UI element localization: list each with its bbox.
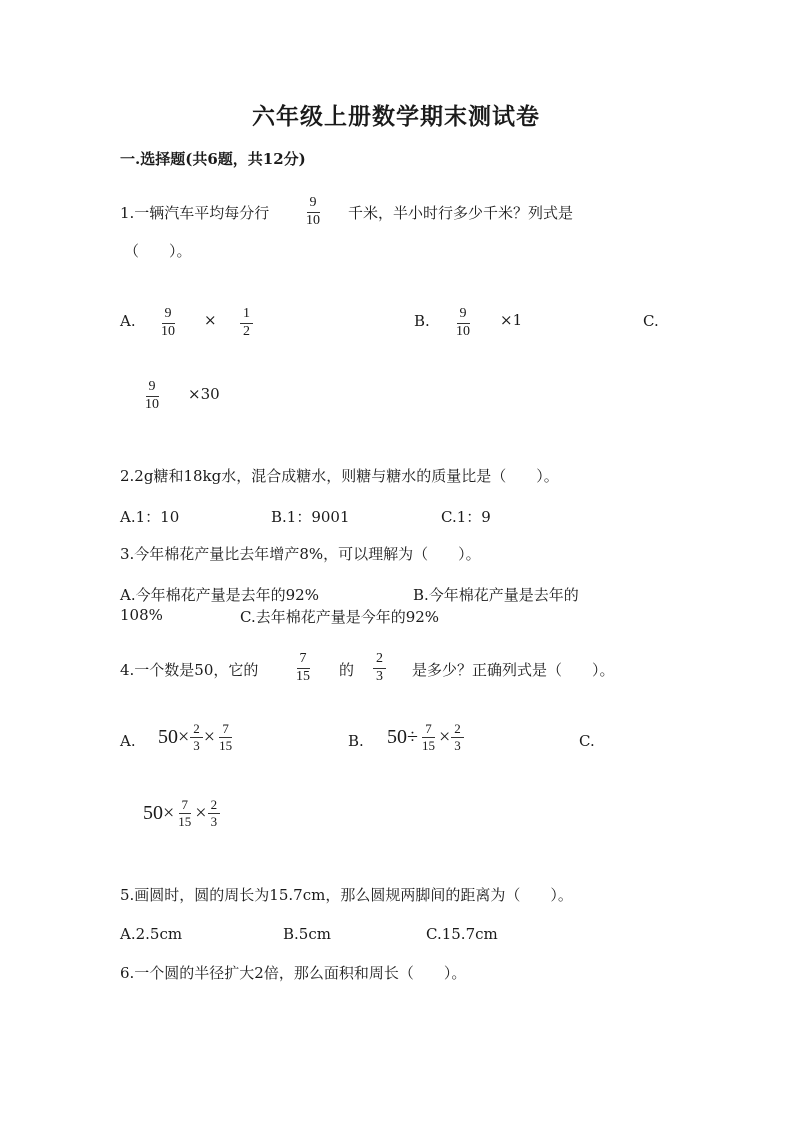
frac-num: 7	[422, 722, 435, 738]
q1-option-c-frac	[142, 380, 162, 412]
q1-option-a-frac1	[158, 307, 178, 339]
q4-option-a-label[interactable]: A.	[120, 732, 136, 750]
expr-operator: ×	[195, 801, 207, 824]
q1-option-c-rest: ×30	[188, 385, 220, 403]
expr-fraction	[216, 722, 235, 752]
q3-option-b-cont: 108%	[120, 606, 163, 624]
frac-den: 3	[454, 737, 461, 753]
frac-den: 10	[456, 323, 470, 339]
q1-option-b-label[interactable]: B.	[414, 312, 430, 330]
frac-den: 2	[243, 323, 250, 339]
q1-option-b-rest: ×1	[500, 311, 523, 329]
q4-option-c-expression	[143, 798, 221, 828]
q1-option-b-frac	[453, 307, 473, 339]
q4-fraction-2	[373, 652, 386, 684]
frac-num: 7	[297, 652, 310, 669]
q3-option-b[interactable]: B.今年棉花产量是去年的	[413, 586, 579, 604]
q4-fraction-1	[293, 652, 313, 684]
frac-num: 1	[240, 307, 253, 324]
expr-operator: ×	[438, 725, 451, 748]
frac-num: 7	[179, 798, 192, 814]
frac-num: 9	[146, 380, 159, 397]
expr-number: 50	[143, 801, 163, 824]
frac-den: 3	[376, 668, 383, 684]
expr-operator: ×	[178, 725, 190, 748]
frac-num: 9	[457, 307, 470, 324]
q5-option-c[interactable]: C.15.7cm	[426, 925, 498, 943]
frac-den: 15	[296, 668, 310, 684]
frac-den: 15	[219, 737, 233, 753]
q4-text-post: 是多少？正确列式是（ ）。	[412, 661, 615, 679]
frac-den: 3	[193, 737, 200, 753]
q3-text: 3.今年棉花产量比去年增产8%，可以理解为（ ）。	[120, 545, 481, 563]
frac-den: 10	[161, 323, 175, 339]
expr-fraction	[190, 722, 203, 752]
expr-fraction	[175, 798, 194, 828]
q2-option-a[interactable]: A.1：10	[120, 508, 180, 526]
frac-den: 15	[421, 737, 435, 753]
expr-fraction	[419, 722, 438, 752]
frac-den: 15	[178, 813, 192, 829]
q6-text: 6.一个圆的半径扩大2倍，那么面积和周长（ ）。	[120, 964, 467, 982]
expr-number: 50	[387, 725, 407, 748]
q4-option-a-expression	[158, 722, 236, 752]
frac-num: 2	[451, 722, 464, 738]
q2-option-c[interactable]: C.1：9	[441, 508, 491, 526]
expr-operator: ×	[203, 725, 216, 748]
expr-number: 50	[158, 725, 178, 748]
frac-den: 3	[210, 813, 218, 829]
page-title: 六年级上册数学期末测试卷	[252, 103, 540, 130]
q3-option-c[interactable]: C.去年棉花产量是今年的92%	[240, 608, 440, 626]
expr-operator: ×	[163, 801, 175, 824]
q2-text: 2.2g糖和18kg水，混合成糖水，则糖与糖水的质量比是（ ）。	[120, 467, 559, 485]
q4-text-pre: 4.一个数是50，它的	[120, 661, 259, 679]
q1-frac-num: 9	[307, 196, 320, 213]
q1-text-line2: （ ）。	[124, 242, 192, 260]
frac-num: 2	[373, 652, 386, 669]
frac-num: 7	[219, 722, 232, 738]
q3-option-a[interactable]: A.今年棉花产量是去年的92%	[120, 586, 319, 604]
q5-option-a[interactable]: A.2.5cm	[120, 925, 183, 943]
q4-text-mid: 的	[339, 661, 355, 679]
expr-operator: ÷	[407, 725, 418, 748]
q1-option-c-label[interactable]: C.	[643, 312, 659, 330]
section-heading: 一.选择题(共6题，共12分)	[120, 150, 306, 168]
frac-den: 10	[145, 396, 159, 412]
q1-text-pre: 1.一辆汽车平均每分行	[120, 204, 270, 222]
q1-text-post: 千米，半小时行多少千米？列式是	[348, 204, 574, 222]
q1-frac-den: 10	[306, 212, 320, 228]
q2-option-b[interactable]: B.1：9001	[271, 508, 350, 526]
q1-option-a-times: ×	[204, 311, 217, 329]
expr-fraction	[208, 798, 221, 828]
q1-fraction	[303, 196, 323, 228]
frac-num: 2	[208, 798, 221, 814]
q4-option-b-label[interactable]: B.	[348, 732, 364, 750]
expr-fraction	[451, 722, 464, 752]
q5-option-b[interactable]: B.5cm	[283, 925, 331, 943]
q1-option-a-label[interactable]: A.	[120, 312, 136, 330]
frac-num: 2	[190, 722, 203, 738]
q5-text: 5.画圆时，圆的周长为15.7cm，那么圆规两脚间的距离为（ ）。	[120, 886, 573, 904]
frac-num: 9	[162, 307, 175, 324]
q1-option-a-frac2	[240, 307, 253, 339]
q4-option-c-label[interactable]: C.	[579, 732, 595, 750]
q4-option-b-expression	[387, 722, 465, 752]
